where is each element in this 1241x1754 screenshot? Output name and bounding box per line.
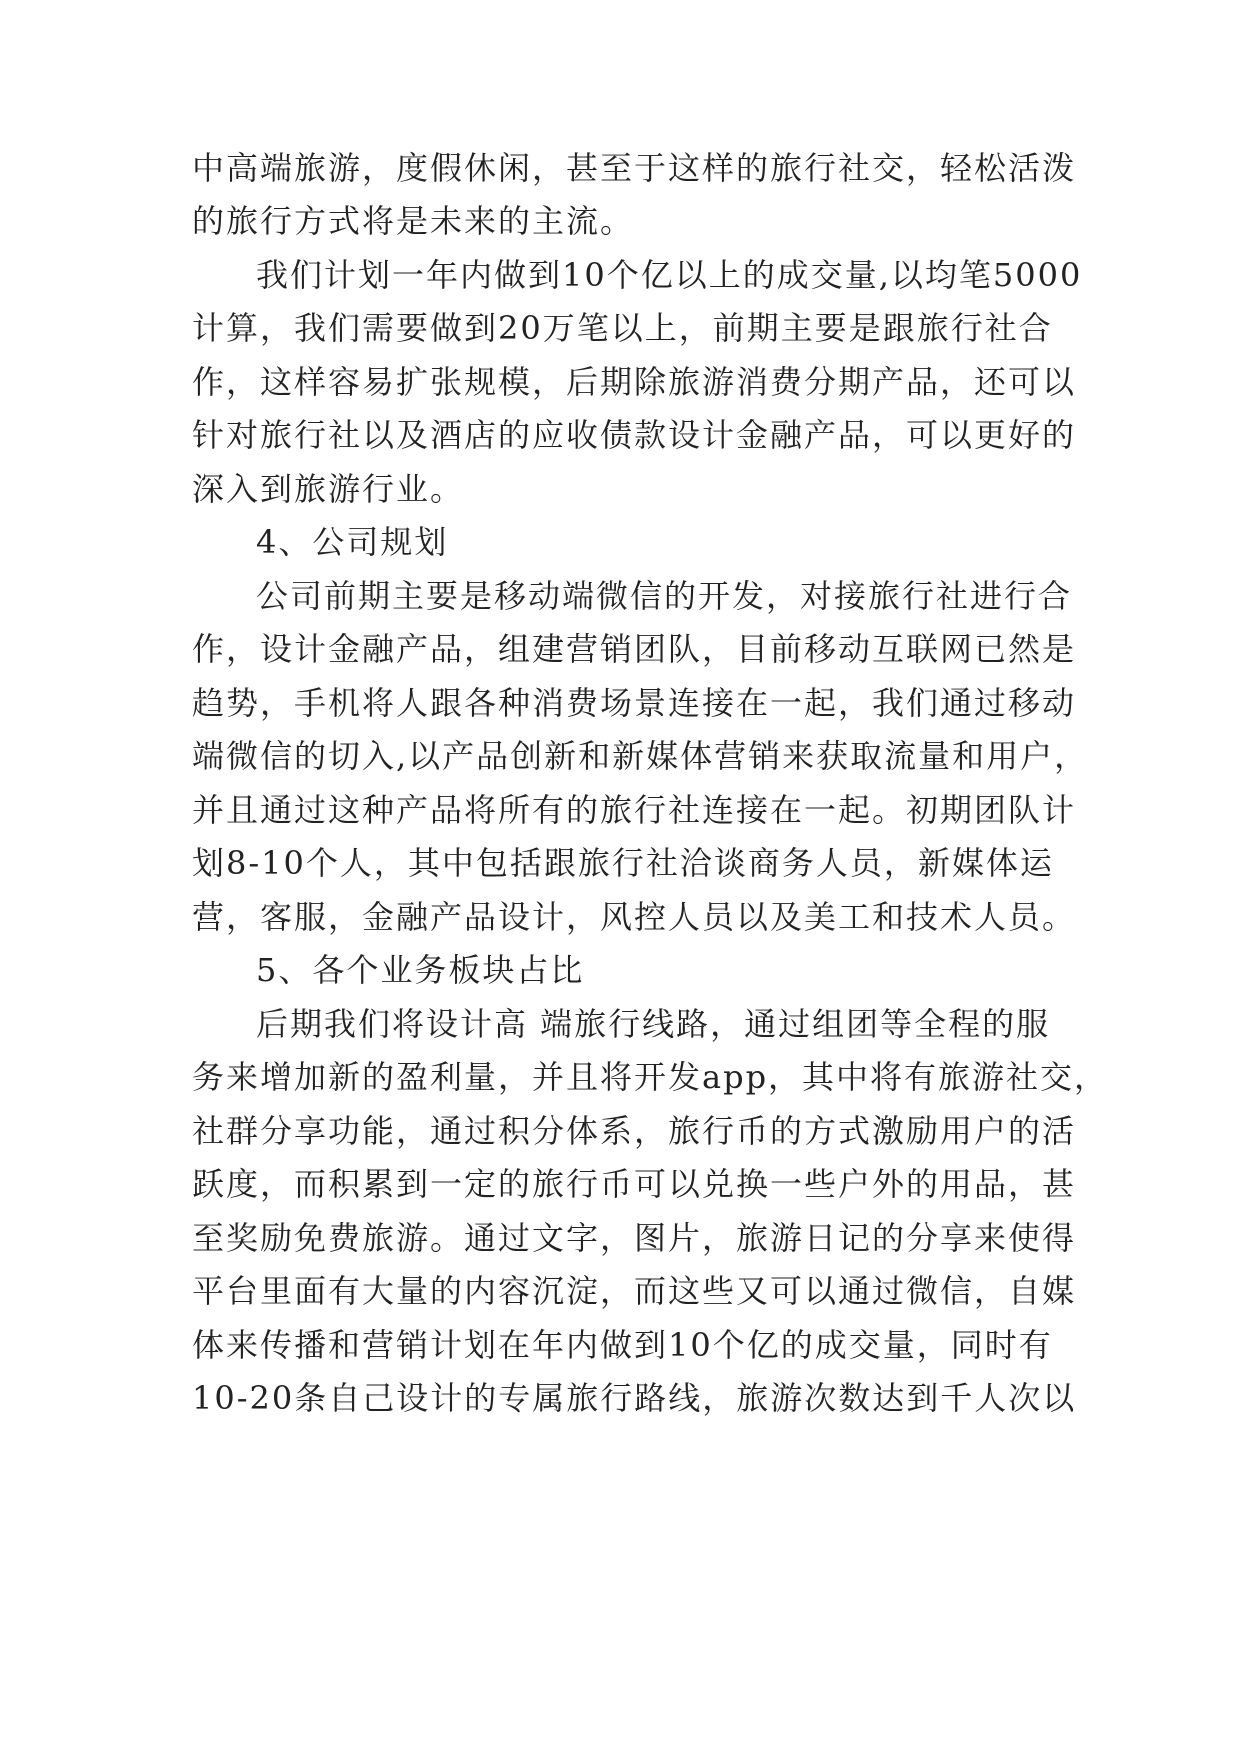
paragraph-line: 体来传播和营销计划在年内做到10个亿的成交量，同时有	[192, 1326, 1053, 1364]
paragraph-line: 划8-10个人，其中包括跟旅行社洽谈商务人员，新媒体运	[192, 844, 1054, 882]
paragraph-line: 至奖励免费旅游。通过文字，图片，旅游日记的分享来使得	[192, 1219, 1077, 1257]
section-heading: 5、各个业务板块占比	[256, 951, 585, 989]
section-heading: 4、公司规划	[256, 523, 449, 561]
paragraph-line: 我们计划一年内做到10个亿以上的成交量,以均笔5000	[256, 256, 1083, 294]
paragraph-line: 并且通过这种产品将所有的旅行社连接在一起。初期团队计	[192, 791, 1077, 829]
paragraph-line: 中高端旅游，度假休闲，甚至于这样的旅行社交，轻松活泼	[192, 149, 1077, 187]
paragraph-line: 跃度，而积累到一定的旅行币可以兑换一些户外的用品，甚	[192, 1165, 1077, 1203]
paragraph-line: 社群分享功能，通过积分体系，旅行币的方式激励用户的活	[192, 1112, 1077, 1150]
paragraph-line: 趋势，手机将人跟各种消费场景连接在一起，我们通过移动	[192, 684, 1077, 722]
paragraph-line: 平台里面有大量的内容沉淀，而这些又可以通过微信，自媒	[192, 1272, 1077, 1310]
paragraph-line: 深入到旅游行业。	[192, 470, 465, 508]
paragraph-line: 的旅行方式将是未来的主流。	[192, 202, 635, 240]
paragraph-line: 计算，我们需要做到20万笔以上，前期主要是跟旅行社合	[192, 309, 1053, 347]
paragraph-line: 作，设计金融产品，组建营销团队，目前移动互联网已然是	[192, 630, 1077, 668]
paragraph-line: 针对旅行社以及酒店的应收债款设计金融产品，可以更好的	[192, 416, 1077, 454]
paragraph-line: 作，这样容易扩张规模，后期除旅游消费分期产品，还可以	[192, 363, 1077, 401]
paragraph-line: 后期我们将设计高 端旅行线路，通过组团等全程的服	[256, 1005, 1051, 1043]
paragraph-line: 公司前期主要是移动端微信的开发，对接旅行社进行合	[256, 577, 1073, 615]
paragraph-line: 10-20条自己设计的专属旅行路线，旅游次数达到千人次以	[192, 1379, 1077, 1417]
paragraph-line: 端微信的切入,以产品创新和新媒体营销来获取流量和用户，	[192, 737, 1089, 775]
paragraph-line: 营，客服，金融产品设计，风控人员以及美工和技术人员。	[192, 898, 1077, 936]
paragraph-line: 务来增加新的盈利量，并且将开发app，其中将有旅游社交，	[192, 1058, 1109, 1096]
